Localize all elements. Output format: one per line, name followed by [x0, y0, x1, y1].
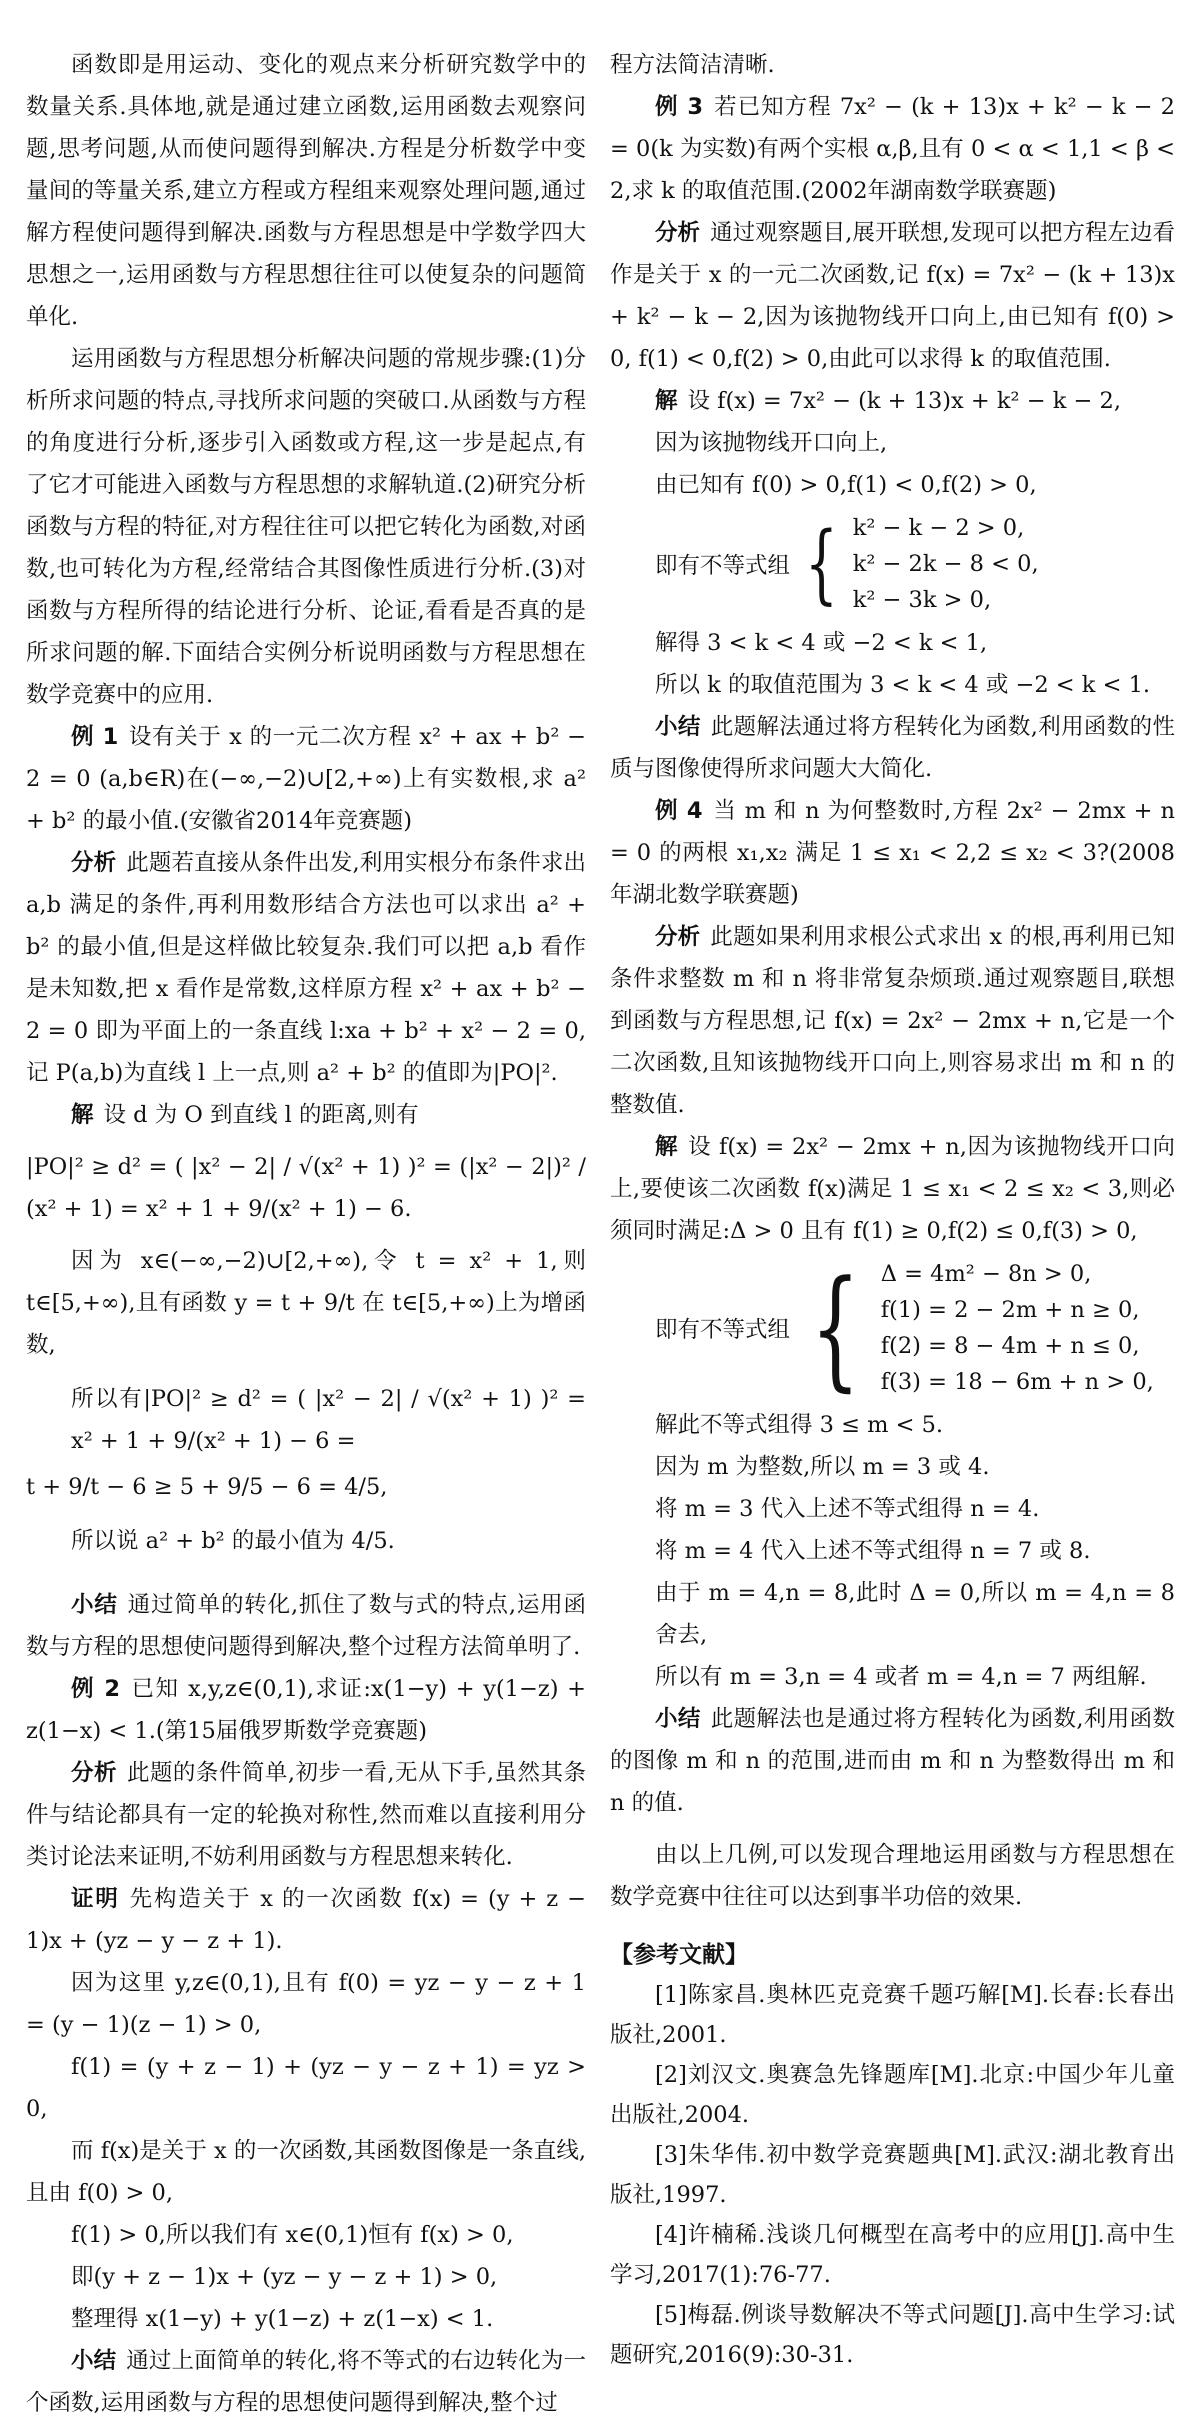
proof-2-text: 先构造关于 x 的一次函数 f(x) = (y + z − 1)x + (yz − y − z + 1). — [26, 1886, 586, 1954]
solution-4 — [610, 1126, 1175, 1252]
system-4-row: Δ = 4m² − 8n > 0, — [880, 1261, 1092, 1287]
analysis-4-text: 此题如果利用求根公式求出 x 的根,再利用已知条件求整数 m 和 n 将非常复杂烦琐.通过观察题目,联想到函数与方程思想,记 f(x) = 2x² − 2mx + n,它是一个二次函数,且知该抛物线开口向上,则容易求出 m 和 n 的整数值. — [610, 924, 1175, 1118]
summary-2-label: 小结 — [71, 2348, 117, 2374]
summary-2 — [26, 2340, 586, 2424]
solution-3-step-4: 所以 k 的取值范围为 3 < k < 4 或 −2 < k < 1. — [655, 672, 1151, 698]
analysis-4-label: 分析 — [655, 924, 701, 950]
solution-1 — [26, 1094, 586, 1136]
solution-4-step-1: 解此不等式组得 3 ≤ m < 5. — [655, 1412, 944, 1438]
solution-4-step-2: 因为 m 为整数,所以 m = 3 或 4. — [655, 1454, 990, 1480]
analysis-3 — [610, 212, 1175, 380]
formula-2: 所以有|PO|² ≥ d² = ( |x² − 2| / √(x² + 1) )² = x² + 1 + 9/(x² + 1) − 6 = — [71, 1386, 586, 1454]
example-2-label: 例 2 — [71, 1676, 120, 1702]
summary-2-text: 通过上面简单的转化,将不等式的右边转化为一个函数,运用函数与方程的思想使问题得到解决,整个过 — [26, 2348, 586, 2416]
solution-3-step-2: 由已知有 f(0) > 0,f(1) < 0,f(2) > 0, — [655, 472, 1037, 498]
system-4-rows — [881, 1256, 1154, 1400]
references-list — [610, 1975, 1175, 2375]
left-brace-icon: { — [810, 1252, 861, 1404]
summary-3-label: 小结 — [655, 714, 701, 740]
summary-1-label: 小结 — [71, 1592, 118, 1618]
solution-3-step-3: 解得 3 < k < 4 或 −2 < k < 1, — [655, 630, 988, 656]
example-2-text: 已知 x,y,z∈(0,1),求证:x(1−y) + y(1−z) + z(1−x) < 1.(第15届俄罗斯数学竞赛题) — [26, 1676, 586, 1744]
analysis-3-text: 通过观察题目,展开联想,发现可以把方程左边看作是关于 x 的一元二次函数,记 f(x) = 7x² − (k + 13)x + k² − k − 2,因为该抛物线开口向上,由已知有 f(0) > 0, f(1) < 0,f(2) > 0,由此可以求得 k 的取值范围. — [610, 220, 1175, 372]
summary-3 — [610, 706, 1175, 790]
solution-4-label: 解 — [655, 1134, 679, 1160]
solution-3-label: 解 — [655, 388, 678, 414]
analysis-1-label: 分析 — [71, 850, 117, 876]
solution-1-step: 因为 x∈(−∞,−2)∪[2,+∞),令 t = x² + 1,则 t∈[5,+∞),且有函数 y = t + 9/t 在 t∈[5,+∞)上为增函数, — [26, 1248, 586, 1358]
intro-paragraph: 函数即是用运动、变化的观点来分析研究数学中的数量关系.具体地,就是通过建立函数,运用函数去观察问题,思考问题,从而使问题得到解决.方程是分析数学中变量间的等量关系,建立方程或方程组来观察处理问题,通过解方程使问题得到解决.函数与方程思想是中学数学四大思想之一,运用函数与方程思想往往可以使复杂的问题简单化. — [26, 52, 586, 330]
proof-2-step-3: 而 f(x)是关于 x 的一次函数,其函数图像是一条直线,且由 f(0) > 0, — [26, 2138, 586, 2206]
system-3-lead: 即有不等式组 — [655, 553, 791, 579]
left-column — [26, 44, 586, 2424]
summary-4-text: 此题解法也是通过将方程转化为函数,利用函数的图像 m 和 n 的范围,进而由 m 和 n 为整数得出 m 和 n 的值. — [610, 1706, 1175, 1816]
proof-2 — [26, 1878, 586, 1962]
analysis-1-text: 此题若直接从条件出发,利用实根分布条件求出 a,b 满足的条件,再利用数形结合方法也可以求出 a² + b² 的最小值,但是这样做比较复杂.我们可以把 a,b 看作是未知数,把 x 看作是常数,这样原方程 x² + ax + b² − 2 = 0 即为平面上的一条直线 l:xa + b² + x² − 2 = 0,记 P(a,b)为直线 l 上一点,则 a² + b² 的值即为|PO|². — [26, 850, 586, 1086]
proof-2-step-5: 即(y + z − 1)x + (yz − y − z + 1) > 0, — [71, 2264, 498, 2290]
example-1-text: 设有关于 x 的一元二次方程 x² + ax + b² − 2 = 0 (a,b∈R)在(−∞,−2)∪[2,+∞)上有实数根,求 a² + b² 的最小值.(安徽省2014年竞赛题) — [26, 724, 586, 834]
solution-3 — [610, 380, 1175, 422]
reference-item: [2]刘汉文.奥赛急先锋题库[M].北京:中国少年儿童出版社,2004. — [610, 2062, 1175, 2128]
summary-4 — [610, 1698, 1175, 1824]
system-3-row: k² − k − 2 > 0, — [852, 515, 1025, 541]
steps-paragraph: 运用函数与方程思想分析解决问题的常规步骤:(1)分析所求问题的特点,寻找所求问题的突破口.从函数与方程的角度进行分析,逐步引入函数或方程,这一步是起点,有了它才可能进入函数与方程思想的求解轨道.(2)研究分析函数与方程的特征,对方程往往可以把它转化为函数,对函数,也可转化为方程,经常结合其图像性质进行分析.(3)对函数与方程所得的结论进行分析、论证,看看是否真的是所求问题的解.下面结合实例分析说明函数与方程思想在数学竞赛中的应用. — [26, 346, 586, 708]
summary-4-label: 小结 — [655, 1706, 701, 1732]
example-3-text: 若已知方程 7x² − (k + 13)x + k² − k − 2 = 0(k 为实数)有两个实根 α,β,且有 0 < α < 1,1 < β < 2,求 k 的取值范围.(2002年湖南数学联赛题) — [610, 94, 1175, 204]
system-4-lead: 即有不等式组 — [655, 1317, 791, 1343]
example-4-text: 当 m 和 n 为何整数时,方程 2x² − 2mx + n = 0 的两根 x₁,x₂ 满足 1 ≤ x₁ < 2,2 ≤ x₂ < 3?(2008年湖北数学联赛题) — [610, 798, 1175, 908]
solution-4-text: 设 f(x) = 2x² − 2mx + n,因为该抛物线开口向上,要使该二次函数 f(x)满足 1 ≤ x₁ < 2 ≤ x₂ < 3,则必须同时满足:Δ > 0 且有 f(1) ≥ 0,f(2) ≤ 0,f(3) > 0, — [610, 1134, 1175, 1244]
example-3-label: 例 3 — [655, 94, 704, 120]
solution-1-label: 解 — [71, 1102, 94, 1128]
proof-2-step-4: f(1) > 0,所以我们有 x∈(0,1)恒有 f(x) > 0, — [71, 2222, 514, 2248]
example-3 — [610, 86, 1175, 212]
solution-4-step-6: 所以有 m = 3,n = 4 或者 m = 4,n = 7 两组解. — [655, 1664, 1147, 1690]
right-column — [610, 44, 1175, 2375]
proof-2-step-2: f(1) = (y + z − 1) + (yz − y − z + 1) = yz > 0, — [26, 2054, 586, 2122]
system-4-row: f(3) = 18 − 6m + n > 0, — [880, 1369, 1154, 1395]
proof-2-label: 证明 — [71, 1886, 120, 1912]
inequality-system-3 — [610, 510, 1175, 618]
continued-text: 程方法简洁清晰. — [610, 52, 775, 78]
reference-item: [1]陈家昌.奥林匹克竞赛千题巧解[M].长春:长春出版社,2001. — [610, 1982, 1175, 2048]
system-3-row: k² − 2k − 8 < 0, — [852, 551, 1039, 577]
analysis-2-text: 此题的条件简单,初步一看,无从下手,虽然其条件与结论都具有一定的轮换对称性,然而难以直接利用分类讨论法来证明,不妨利用函数与方程思想来转化. — [26, 1760, 586, 1870]
example-4-label: 例 4 — [655, 798, 703, 824]
system-4-row: f(1) = 2 − 2m + n ≥ 0, — [880, 1297, 1140, 1323]
solution-1-text: 设 d 为 O 到直线 l 的距离,则有 — [103, 1102, 419, 1128]
inequality-system-4 — [610, 1252, 1175, 1404]
summary-1-text: 通过简单的转化,抓住了数与式的特点,运用函数与方程的思想使问题得到解决,整个过程方法简单明了. — [26, 1592, 586, 1660]
example-1-label: 例 1 — [71, 724, 119, 750]
analysis-3-label: 分析 — [655, 220, 701, 246]
analysis-1 — [26, 842, 586, 1094]
reference-item: [5]梅磊.例谈导数解决不等式问题[J].高中生学习:试题研究,2016(9):30-31. — [610, 2302, 1175, 2368]
reference-item: [3]朱华伟.初中数学竞赛题典[M].武汉:湖北教育出版社,1997. — [610, 2142, 1175, 2208]
left-brace-icon: { — [804, 514, 838, 614]
solution-3-step-1: 因为该抛物线开口向上, — [655, 430, 888, 456]
conclusion-paragraph: 由以上几例,可以发现合理地运用函数与方程思想在数学竞赛中往往可以达到事半功倍的效果. — [610, 1842, 1175, 1910]
analysis-4 — [610, 916, 1175, 1126]
references-heading: 【参考文献】 — [610, 1942, 748, 1968]
example-2 — [26, 1668, 586, 1752]
proof-2-step-1: 因为这里 y,z∈(0,1),且有 f(0) = yz − y − z + 1 = (y − 1)(z − 1) > 0, — [26, 1970, 586, 2038]
analysis-2 — [26, 1752, 586, 1878]
solution-3-text: 设 f(x) = 7x² − (k + 13)x + k² − k − 2, — [687, 388, 1121, 414]
solution-4-step-5: 由于 m = 4,n = 8,此时 Δ = 0,所以 m = 4,n = 8 舍去, — [655, 1580, 1175, 1648]
summary-3-text: 此题解法通过将方程转化为函数,利用函数的性质与图像使得所求问题大大简化. — [610, 714, 1175, 782]
solution-4-step-3: 将 m = 3 代入上述不等式组得 n = 4. — [655, 1496, 1040, 1522]
reference-item: [4]许楠稀.浅谈几何概型在高考中的应用[J].高中生学习,2017(1):76-77. — [610, 2222, 1175, 2288]
example-4 — [610, 790, 1175, 916]
proof-2-step-6: 整理得 x(1−y) + y(1−z) + z(1−x) < 1. — [71, 2306, 494, 2332]
formula-3: t + 9/t − 6 ≥ 5 + 9/5 − 6 = 4/5, — [26, 1474, 388, 1500]
solution-1-result: 所以说 a² + b² 的最小值为 4/5. — [71, 1528, 395, 1554]
summary-1 — [26, 1584, 586, 1668]
system-3-rows — [853, 510, 1039, 618]
solution-4-step-4: 将 m = 4 代入上述不等式组得 n = 7 或 8. — [655, 1538, 1091, 1564]
analysis-2-label: 分析 — [71, 1760, 117, 1786]
example-1 — [26, 716, 586, 842]
system-3-row: k² − 3k > 0, — [852, 587, 992, 613]
system-4-row: f(2) = 8 − 4m + n ≤ 0, — [880, 1333, 1140, 1359]
formula-1: |PO|² ≥ d² = ( |x² − 2| / √(x² + 1) )² = (|x² − 2|)² / (x² + 1) = x² + 1 + 9/(x² + 1) − 6. — [26, 1154, 586, 1222]
